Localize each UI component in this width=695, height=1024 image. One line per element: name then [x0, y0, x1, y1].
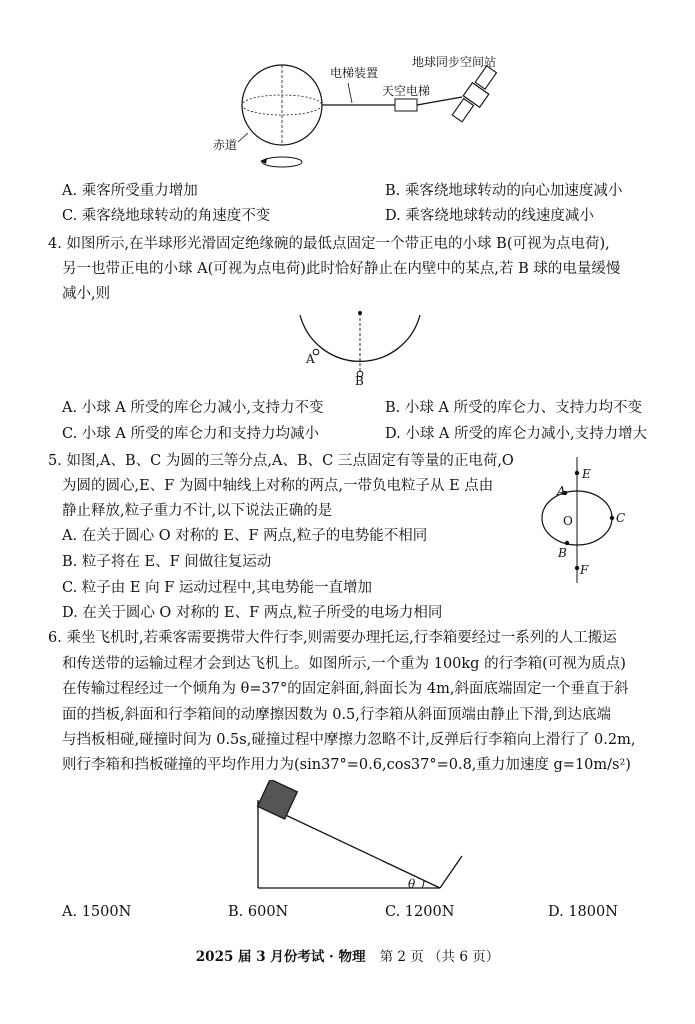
space-elevator-label: 天空电梯	[382, 84, 431, 98]
q6-stem-line2: 和传送带的运输过程才会到达飞机上。如图所示,一个重为 100kg 的行李箱(可视为质点)	[62, 656, 626, 672]
footer-exam-title: 2025 届 3 月份考试 · 物理	[195, 949, 366, 965]
q3-option-d: D. 乘客绕地球转动的线速度减小	[385, 208, 594, 224]
q3-option-c: C. 乘客绕地球转动的角速度不变	[62, 208, 271, 224]
q6-option-c: C. 1200N	[385, 904, 455, 920]
q4-stem-line3: 减小,则	[62, 286, 111, 302]
page-footer	[0, 945, 695, 965]
q5-stem-line2: 为圆的圆心,E、F 为圆中轴线上对称的两点,一带负电粒子从 E 点由	[62, 478, 494, 494]
q5-label-c: C	[616, 511, 626, 525]
q4-stem-line2: 另一也带正电的小球 A(可视为点电荷)此时恰好静止在内壁中的某点,若 B 球的电量缓慢	[62, 261, 621, 277]
q5-label-f: F	[580, 563, 589, 577]
q6-stem-line5: 与挡板相碰,碰撞时间为 0.5s,碰撞过程中摩擦力忽略不计,反弹后行李箱向上滑行了 0.2m,	[62, 732, 636, 748]
q5-option-b: B. 粒子将在 E、F 间做往复运动	[62, 554, 272, 570]
q5-option-a: A. 在关于圆心 O 对称的 E、F 两点,粒子的电势能不相同	[62, 528, 428, 544]
elevator-device-label: 电梯装置	[330, 66, 379, 80]
q6-label-theta: θ	[408, 877, 416, 891]
q4-option-b: B. 小球 A 所受的库仑力、支持力均不变	[385, 400, 643, 416]
q6-option-b: B. 600N	[228, 904, 289, 920]
q4-option-c: C. 小球 A 所受的库仑力和支持力均减小	[62, 426, 319, 442]
q5-stem-line1: 5. 如图,A、B、C 为圆的三等分点,A、B、C 三点固定有等量的正电荷,O	[48, 453, 514, 469]
q6-option-a: A. 1500N	[62, 904, 132, 920]
q3-option-a: A. 乘客所受重力增加	[62, 183, 198, 199]
q4-option-d: D. 小球 A 所受的库仑力减小,支持力增大	[385, 426, 648, 442]
incline-figure	[250, 780, 470, 892]
q6-option-d: D. 1800N	[548, 904, 618, 920]
q5-label-b: B	[558, 546, 567, 560]
q6-stem-line6: 则行李箱和挡板碰撞的平均作用力为(sin37°=0.6,cos37°=0.8,重力加速度 g=10m/s²)	[62, 757, 631, 773]
q5-label-a: A	[557, 484, 566, 498]
q4-label-b: B	[355, 374, 364, 388]
q5-stem-line3: 静止释放,粒子重力不计,以下说法正确的是	[62, 503, 333, 519]
footer-page-number: 第 2 页 （共 6 页）	[379, 949, 500, 965]
q3-option-b: B. 乘客绕地球转动的向心加速度减小	[385, 183, 623, 199]
q5-option-d: D. 在关于圆心 O 对称的 E、F 两点,粒子所受的电场力相同	[62, 605, 443, 621]
equator-label: 赤道	[213, 138, 238, 152]
q5-label-o: O	[563, 514, 573, 528]
q5-label-e: E	[582, 467, 591, 481]
q6-stem-line4: 面的挡板,斜面和行李箱间的动摩擦因数为 0.5,行李箱从斜面顶端由静止下滑,到达底端	[62, 707, 611, 723]
q4-option-a: A. 小球 A 所受的库仑力减小,支持力不变	[62, 400, 324, 416]
q6-stem-line1: 6. 乘坐飞机时,若乘客需要携带大件行李,则需要办理托运,行李箱要经过一系列的人工搬运	[48, 630, 617, 646]
q5-option-c: C. 粒子由 E 向 F 运动过程中,其电势能一直增加	[62, 580, 372, 596]
q4-label-a: A	[306, 352, 315, 366]
q4-stem-line1: 4. 如图所示,在半球形光滑固定绝缘碗的最低点固定一个带正电的小球 B(可视为点电荷),	[48, 236, 610, 252]
q6-stem-line3: 在传输过程经过一个倾角为 θ=37°的固定斜面,斜面长为 4m,斜面底端固定一个垂直于斜	[62, 681, 629, 697]
space-station-label: 地球同步空间站	[412, 55, 497, 69]
